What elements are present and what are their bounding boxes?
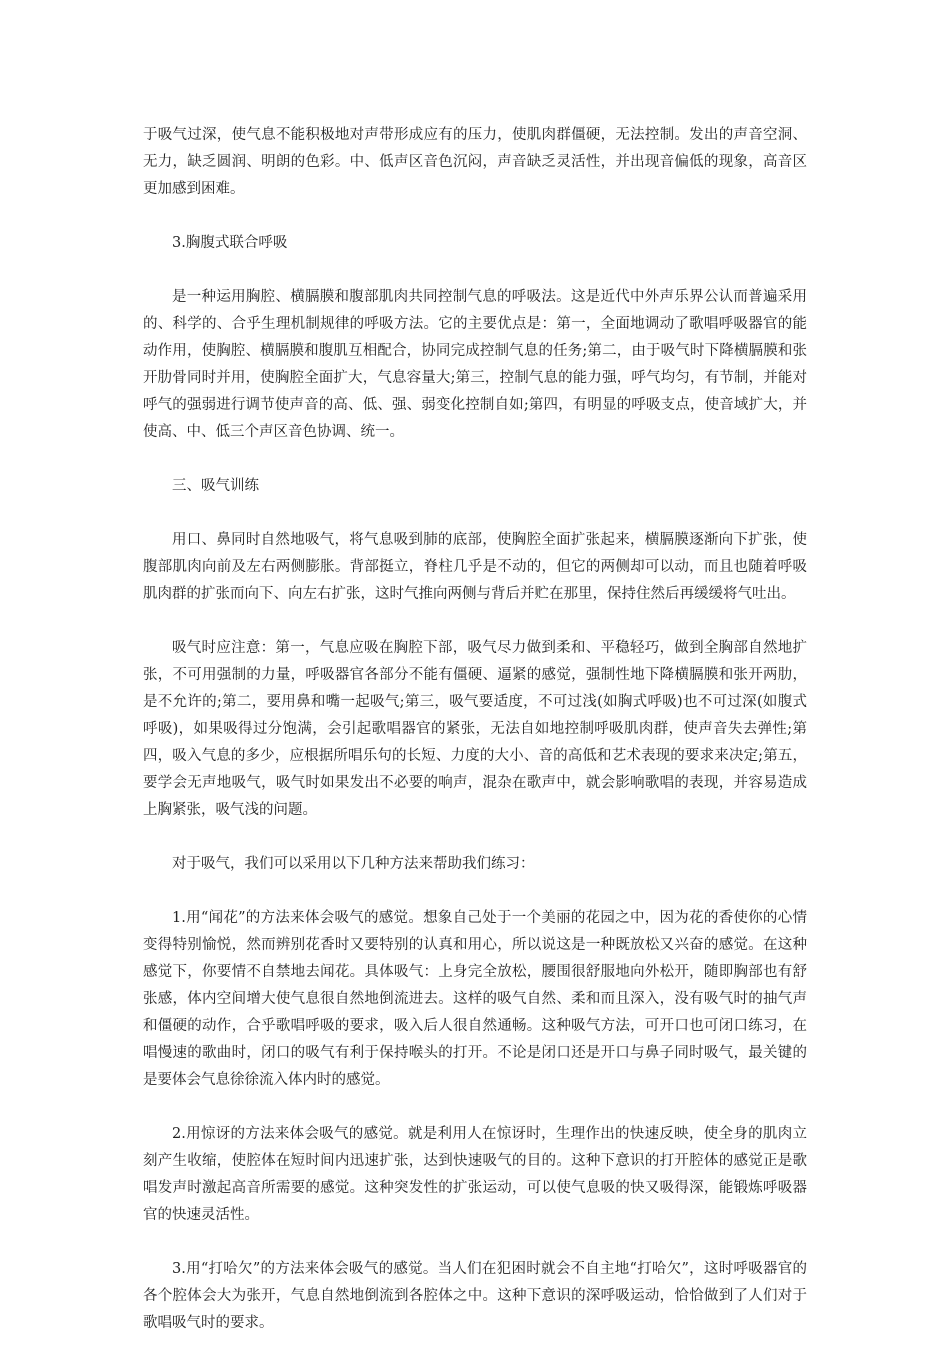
paragraph-method-surprise: 2.用惊讶的方法来体会吸气的感觉。就是利用人在惊讶时，生理作出的快速反映，使全身的肌肉立刻产生收缩，使腔体在短时间内迅速扩张，达到快速吸气的目的。这种下意识的打开腔体的感觉正是歌唱发声时激起高音所需要的感觉。这种突发性的扩张运动，可以使气息吸的快又吸得深，能锻炼呼吸器官的快速灵活性。 — [143, 1126, 807, 1223]
paragraph-method-yawn: 3.用“打哈欠”的方法来体会吸气的感觉。当人们在犯困时就会不自主地“打哈欠”，这时呼吸器官的各个腔体会大为张开，气息自然地倒流到各腔体之中。这种下意识的深呼吸运动，恰恰做到了人们对于歌唱吸气时的要求。 — [143, 1261, 807, 1331]
paragraph-continued: 于吸气过深，使气息不能积极地对声带形成应有的压力，使肌肉群僵硬，无法控制。发出的声音空洞、无力，缺乏圆润、明朗的色彩。中、低声区音色沉闷，声音缺乏灵活性，并出现音偏低的现象，高音区更加感到困难。 — [143, 127, 807, 197]
paragraph-inhalation-method: 用口、鼻同时自然地吸气，将气息吸到肺的底部，使胸腔全面扩张起来，横膈膜逐渐向下扩张，使腹部肌肉向前及左右两侧膨胀。背部挺立，脊柱几乎是不动的，但它的两侧却可以动，而且也随着呼吸肌肉群的扩张而向下、向左右扩张，这时气推向两侧与背后并贮在那里，保持住然后再缓缓将气吐出。 — [143, 532, 807, 602]
paragraph-chest-abdominal-breathing: 是一种运用胸腔、横膈膜和腹部肌肉共同控制气息的呼吸法。这是近代中外声乐界公认而普遍采用的、科学的、合乎生理机制规律的呼吸方法。它的主要优点是：第一，全面地调动了歌唱呼吸器官的能动作用，使胸腔、横膈膜和腹肌互相配合，协同完成控制气息的任务;第二，由于吸气时下降横膈膜和张开肋骨同时并用，使胸腔全面扩大，气息容量大;第三，控制气息的能力强，呼气均匀，有节制，并能对呼气的强弱进行调节使声音的高、低、强、弱变化控制自如;第四，有明显的呼吸支点，使音域扩大，并使高、中、低三个声区音色协调、统一。 — [143, 289, 807, 440]
paragraph-method-smell-flower: 1.用“闻花”的方法来体会吸气的感觉。想象自己处于一个美丽的花园之中，因为花的香使你的心情变得特别愉悦，然而辨别花香时又要特别的认真和用心，所以说这是一种既放松又兴奋的感觉。在这种感觉下，你要情不自禁地去闻花。具体吸气：上身完全放松，腰围很舒服地向外松开，随即胸部也有舒张感，体内空间增大使气息很自然地倒流进去。这样的吸气自然、柔和而且深入，没有吸气时的抽气声和僵硬的动作，合乎歌唱呼吸的要求，吸入后人很自然通畅。这种吸气方法，可开口也可闭口练习，在唱慢速的歌曲时，闭口的吸气有利于保持喉头的打开。不论是闭口还是开口与鼻子同时吸气，最关键的是要体会气息徐徐流入体内时的感觉。 — [143, 910, 807, 1088]
paragraph-inhalation-notes: 吸气时应注意：第一，气息应吸在胸腔下部，吸气尽力做到柔和、平稳轻巧，做到全胸部自然地扩张，不可用强制的力量，呼吸器官各部分不能有僵硬、逼紧的感觉，强制性地下降横膈膜和张开两肋，是不允许的;第二，要用鼻和嘴一起吸气;第三，吸气要适度，不可过浅(如胸式呼吸)也不可过深(如腹式呼吸)，如果吸得过分饱满，会引起歌唱器官的紧张，无法自如地控制呼吸肌肉群，使声音失去弹性;第四，吸入气息的多少，应根据所唱乐句的长短、力度的大小、音的高低和艺术表现的要求来决定;第五，要学会无声地吸气，吸气时如果发出不必要的响声，混杂在歌声中，就会影响歌唱的表现，并容易造成上胸紧张，吸气浅的问题。 — [143, 640, 807, 818]
section-heading-chest-abdominal-breathing: 3.胸腹式联合呼吸 — [172, 235, 288, 251]
document-body — [143, 122, 807, 1364]
paragraph-practice-intro: 对于吸气，我们可以采用以下几种方法来帮助我们练习： — [172, 856, 535, 872]
section-heading-inhalation-training: 三、吸气训练 — [172, 478, 259, 494]
